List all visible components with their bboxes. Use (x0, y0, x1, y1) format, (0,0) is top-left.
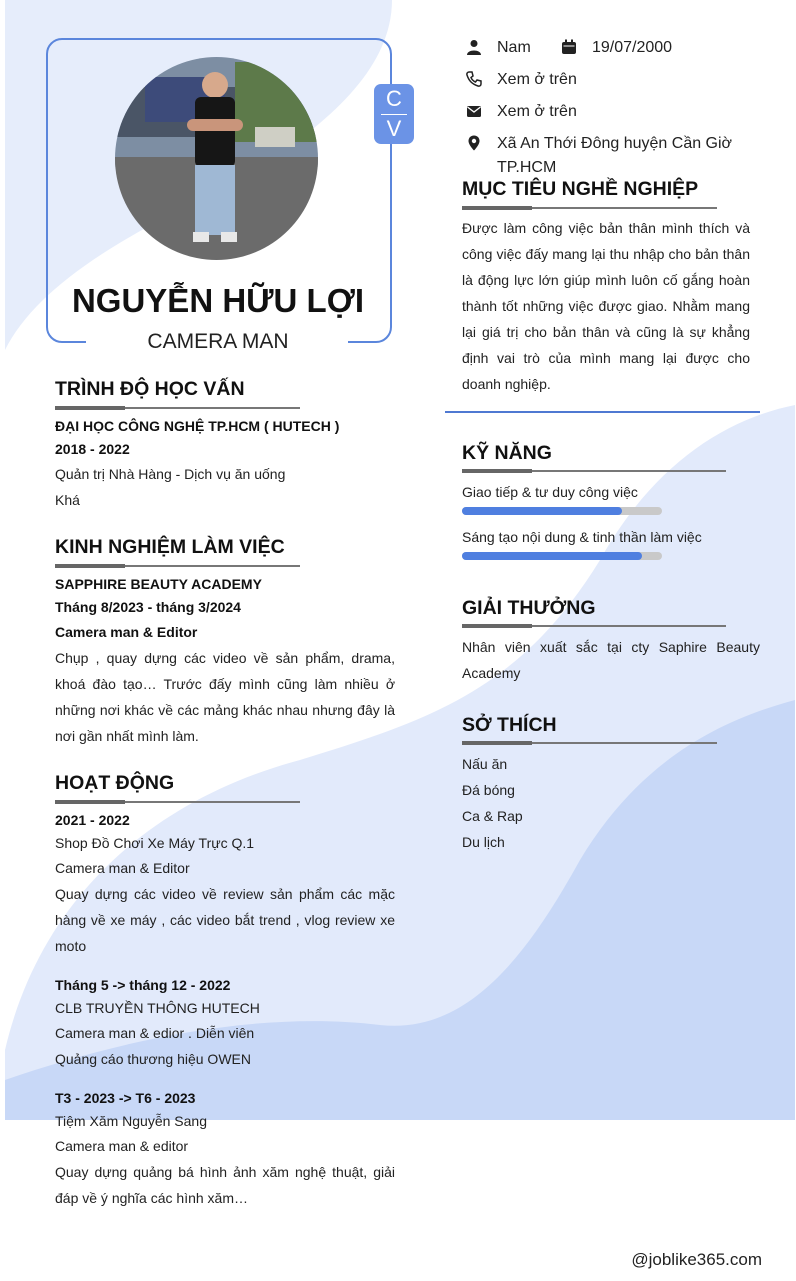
cv-badge-top: C (386, 86, 402, 111)
objective-underline (462, 207, 717, 209)
hobby-item: Du lịch (462, 834, 505, 850)
education-school: ĐẠI HỌC CÔNG NGHỆ TP.HCM ( HUTECH ) (55, 418, 340, 434)
birthday: 19/07/2000 (592, 39, 673, 56)
skill-name: Sáng tạo nội dung & tinh thần làm việc (462, 529, 702, 545)
person-name: NGUYỄN HỮU LỢI (71, 282, 365, 319)
hobbies-underline (462, 742, 717, 744)
experience-role: Camera man & Editor (55, 624, 198, 640)
gender: Nam (497, 39, 531, 56)
skill-bar-fill (462, 552, 642, 560)
activity-period: 2021 - 2022 (55, 812, 130, 828)
skill-bar (462, 507, 662, 515)
hobby-item: Nấu ăn (462, 756, 508, 772)
location-icon (466, 135, 482, 151)
experience-description: Chụp , quay dựng các video về sản phẩm, drama, khoá đào tạo… Trước đấy mình cũng làm nhiều ở những nơi khác về các mảng khác nhau nhưng đây là nơi gần nhất mình làm. (55, 650, 395, 744)
calendar-icon (561, 39, 577, 55)
cv-badge-bottom: V (386, 116, 402, 141)
activity-role: Camera man & Editor (55, 860, 190, 876)
person-icon (466, 39, 482, 55)
awards-text: Nhân viên xuất sắc tại cty Saphire Beauty Academy (462, 639, 760, 681)
activity-org: CLB TRUYỀN THÔNG HUTECH (55, 1000, 260, 1016)
education-underline (55, 407, 300, 409)
section-divider (445, 411, 760, 413)
hobbies-title: SỞ THÍCH (462, 714, 557, 736)
skill-bar-fill (462, 507, 622, 515)
job-title: CAMERA MAN (147, 330, 289, 353)
education-major: Quản trị Nhà Hàng - Dịch vụ ăn uống (55, 466, 286, 482)
profile-photo (115, 57, 318, 260)
activity-period: Tháng 5 -> tháng 12 - 2022 (55, 977, 231, 993)
skill-bar (462, 552, 662, 560)
activity-org: Tiệm Xăm Nguyễn Sang (55, 1113, 207, 1129)
activity-description: Quảng cáo thương hiệu OWEN (55, 1051, 251, 1067)
activity-description: Quay dựng các video về review sản phẩm các mặc hàng về xe máy , các video bắt trend , vlog review xe moto (55, 886, 395, 954)
activity-period: T3 - 2023 -> T6 - 2023 (55, 1090, 196, 1106)
activities-title: HOẠT ĐỘNG (55, 772, 175, 794)
activities-underline (55, 801, 300, 803)
activity-role: Camera man & editor (55, 1138, 189, 1154)
watermark: @joblike365.com (631, 1250, 762, 1269)
hobby-item: Đá bóng (462, 782, 515, 798)
address: Xã An Thới Đông huyện Cần Giờ TP.HCM (497, 135, 733, 176)
experience-period: Tháng 8/2023 - tháng 3/2024 (55, 599, 241, 615)
experience-title: KINH NGHIỆM LÀM VIỆC (55, 536, 285, 558)
objective-text: Được làm công việc bản thân mình thích và công việc đấy mang lại thu nhập cho bản thân là động lực lớn giúp mình luôn cố gắng hoàn thành tốt những việc được giao. Nhằm mang lại giá trị cho bản thân và cũng là sự khẳng định vai trò của mình mang lại được cho doanh nghiệp. (462, 220, 750, 392)
skill-name: Giao tiếp & tư duy công việc (462, 484, 638, 500)
awards-underline (462, 625, 726, 627)
phone-icon (466, 71, 482, 87)
activity-role: Camera man & edior . Diễn viên (55, 1025, 255, 1041)
email: Xem ở trên (497, 103, 577, 120)
email-icon (466, 103, 482, 119)
objective-title: MỤC TIÊU NGHỀ NGHIỆP (462, 178, 699, 200)
cv-badge (374, 84, 414, 144)
activity-description: Quay dựng quảng bá hình ảnh xăm nghệ thuật, giải đáp về ý nghĩa các hình xăm… (55, 1164, 395, 1206)
experience-company: SAPPHIRE BEAUTY ACADEMY (55, 576, 262, 592)
activity-org: Shop Đồ Chơi Xe Máy Trực Q.1 (55, 835, 255, 851)
phone: Xem ở trên (497, 71, 577, 88)
awards-title: GIẢI THƯỞNG (462, 597, 596, 619)
education-title: TRÌNH ĐỘ HỌC VẤN (55, 378, 245, 400)
education-period: 2018 - 2022 (55, 441, 130, 457)
experience-underline (55, 565, 300, 567)
skills-underline (462, 470, 726, 472)
skills-title: KỸ NĂNG (462, 442, 552, 464)
education-grade: Khá (55, 492, 80, 508)
hobby-item: Ca & Rap (462, 808, 523, 824)
